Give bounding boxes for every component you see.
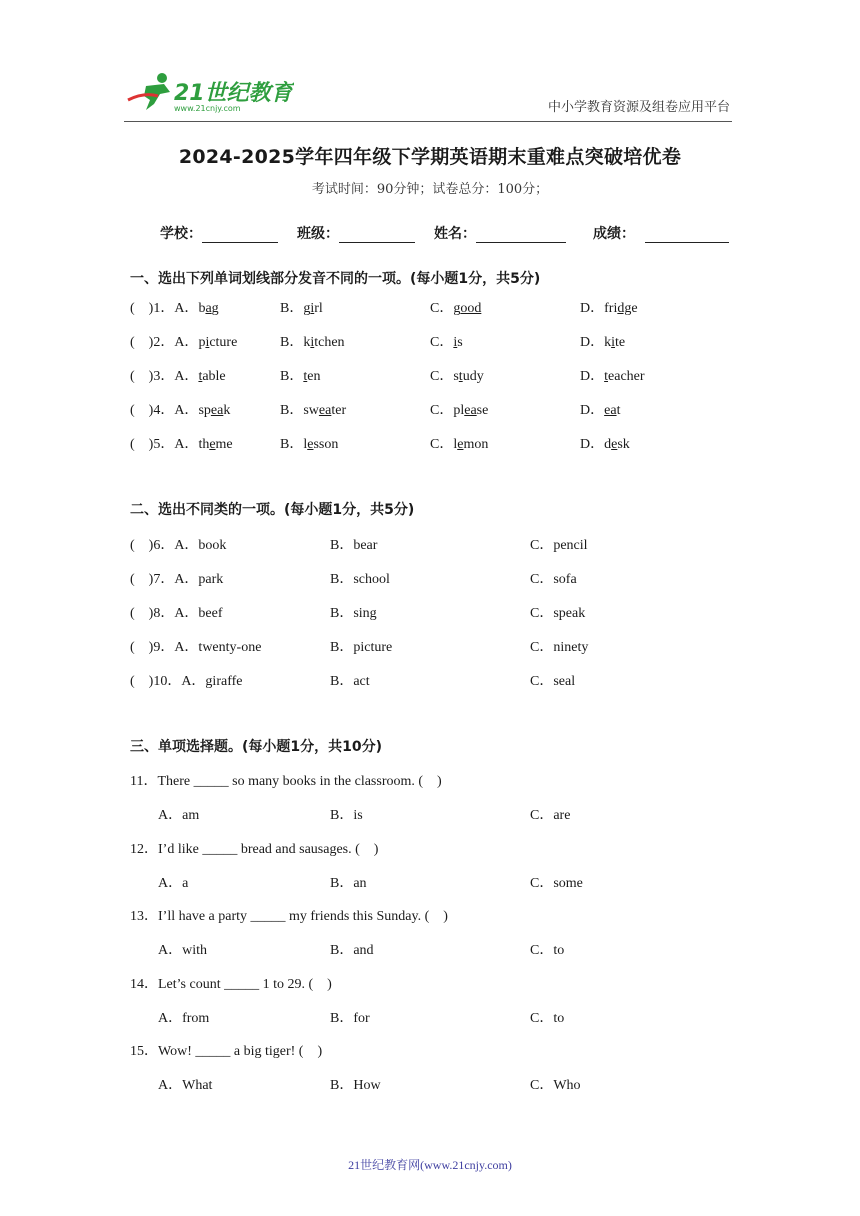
- question-number: ( )3．A．table: [130, 369, 226, 384]
- question-stem: 11．There _____ so many books in the classroom. ( ): [130, 774, 442, 789]
- option-c[interactable]: C．Who: [530, 1078, 581, 1093]
- option-a[interactable]: A．from: [158, 1010, 210, 1026]
- option-c[interactable]: C．please: [430, 403, 489, 418]
- score-field[interactable]: [593, 223, 729, 243]
- question-number: ( )2．A．picture: [130, 335, 238, 350]
- option-a[interactable]: A．What: [158, 1078, 213, 1093]
- logo-url: www.21cnjy.com: [174, 104, 241, 113]
- option-b[interactable]: B．act: [330, 674, 370, 689]
- question-row-option-a[interactable]: ( )6．A．book: [130, 538, 227, 553]
- option-b[interactable]: B．ten: [280, 369, 321, 384]
- option-b[interactable]: B．kitchen: [280, 335, 345, 350]
- option-b[interactable]: B．sweater: [280, 403, 347, 418]
- option-b[interactable]: B．and: [330, 943, 374, 958]
- option-a[interactable]: A．am: [158, 808, 200, 823]
- option-a[interactable]: A．with: [158, 943, 207, 958]
- logo-text: 21世纪教育: [174, 81, 293, 106]
- footer-text: 21世纪教育网(www.21cnjy.com): [348, 1158, 512, 1172]
- option-d[interactable]: D．kite: [580, 335, 626, 350]
- name-label: 姓名：: [434, 226, 476, 242]
- question-row-option-a[interactable]: ( )10．A．giraffe: [130, 674, 243, 689]
- option-c[interactable]: C．is: [430, 335, 463, 350]
- option-c[interactable]: C．study: [430, 369, 484, 384]
- school-field[interactable]: [160, 223, 278, 243]
- site-logo: [124, 70, 294, 114]
- option-b[interactable]: B．bear: [330, 538, 378, 553]
- option-c[interactable]: C．ninety: [530, 640, 589, 655]
- option-b[interactable]: B．for: [330, 1010, 370, 1026]
- option-c[interactable]: C．to: [530, 1010, 565, 1026]
- score-blank[interactable]: [645, 228, 729, 243]
- option-d[interactable]: D．desk: [580, 437, 630, 452]
- page-title: 2024-2025学年四年级下学期英语期末重难点突破培优卷: [178, 146, 682, 168]
- section3-title: 三、单项选择题。(每小题1分，共10分): [130, 739, 383, 755]
- option-c[interactable]: C．sofa: [530, 572, 577, 587]
- score-label: 成绩：: [593, 226, 635, 242]
- question-number: ( )1．A．bag: [130, 301, 219, 316]
- school-blank[interactable]: [202, 228, 278, 243]
- option-b[interactable]: B．girl: [280, 301, 323, 316]
- header-divider: [124, 121, 732, 122]
- question-stem: 12．I’d like _____ bread and sausages. ( ): [130, 841, 379, 857]
- section2-title: 二、选出不同类的一项。(每小题1分，共5分): [130, 502, 415, 518]
- option-c[interactable]: C．are: [530, 808, 571, 823]
- option-c[interactable]: C．speak: [530, 606, 586, 621]
- question-stem: 15．Wow! _____ a big tiger! ( ): [130, 1044, 323, 1059]
- option-d[interactable]: D．fridge: [580, 301, 638, 316]
- option-b[interactable]: B．picture: [330, 640, 393, 655]
- option-b[interactable]: B．sing: [330, 606, 377, 621]
- question-number: ( )5．A．theme: [130, 437, 233, 452]
- question-stem: 14．Let’s count _____ 1 to 29. ( ): [130, 976, 332, 992]
- platform-label: 中小学教育资源及组卷应用平台: [547, 100, 730, 115]
- class-blank[interactable]: [339, 228, 415, 243]
- question-stem: 13．I’ll have a party _____ my friends this Sunday. ( ): [130, 909, 448, 924]
- option-d[interactable]: D．teacher: [580, 369, 645, 384]
- name-field[interactable]: [434, 223, 566, 243]
- option-c[interactable]: C．to: [530, 943, 565, 958]
- name-blank[interactable]: [476, 228, 566, 243]
- option-c[interactable]: C．pencil: [530, 538, 588, 553]
- section1-title: 一、选出下列单词划线部分发音不同的一项。(每小题1分，共5分): [130, 271, 541, 287]
- option-c[interactable]: C．some: [530, 875, 583, 891]
- option-b[interactable]: B．school: [330, 572, 390, 587]
- exam-info: 考试时间：90分钟；试卷总分：100分；: [311, 182, 549, 197]
- option-c[interactable]: C．good: [430, 301, 482, 316]
- option-b[interactable]: B．is: [330, 808, 363, 823]
- question-row-option-a[interactable]: ( )9．A．twenty-one: [130, 640, 262, 655]
- question-row-option-a[interactable]: ( )7．A．park: [130, 572, 224, 587]
- option-b[interactable]: B．an: [330, 875, 367, 891]
- class-field[interactable]: [297, 223, 415, 243]
- option-a[interactable]: A．a: [158, 875, 189, 891]
- question-number: ( )4．A．speak: [130, 403, 231, 418]
- runner-icon: [128, 73, 170, 110]
- class-label: 班级：: [297, 226, 339, 242]
- option-c[interactable]: C．seal: [530, 674, 576, 689]
- option-c[interactable]: C．lemon: [430, 437, 489, 452]
- school-label: 学校：: [160, 226, 202, 242]
- question-row-option-a[interactable]: ( )8．A．beef: [130, 606, 223, 621]
- option-b[interactable]: B．How: [330, 1078, 381, 1093]
- option-b[interactable]: B．lesson: [280, 437, 339, 452]
- option-d[interactable]: D．eat: [580, 403, 621, 418]
